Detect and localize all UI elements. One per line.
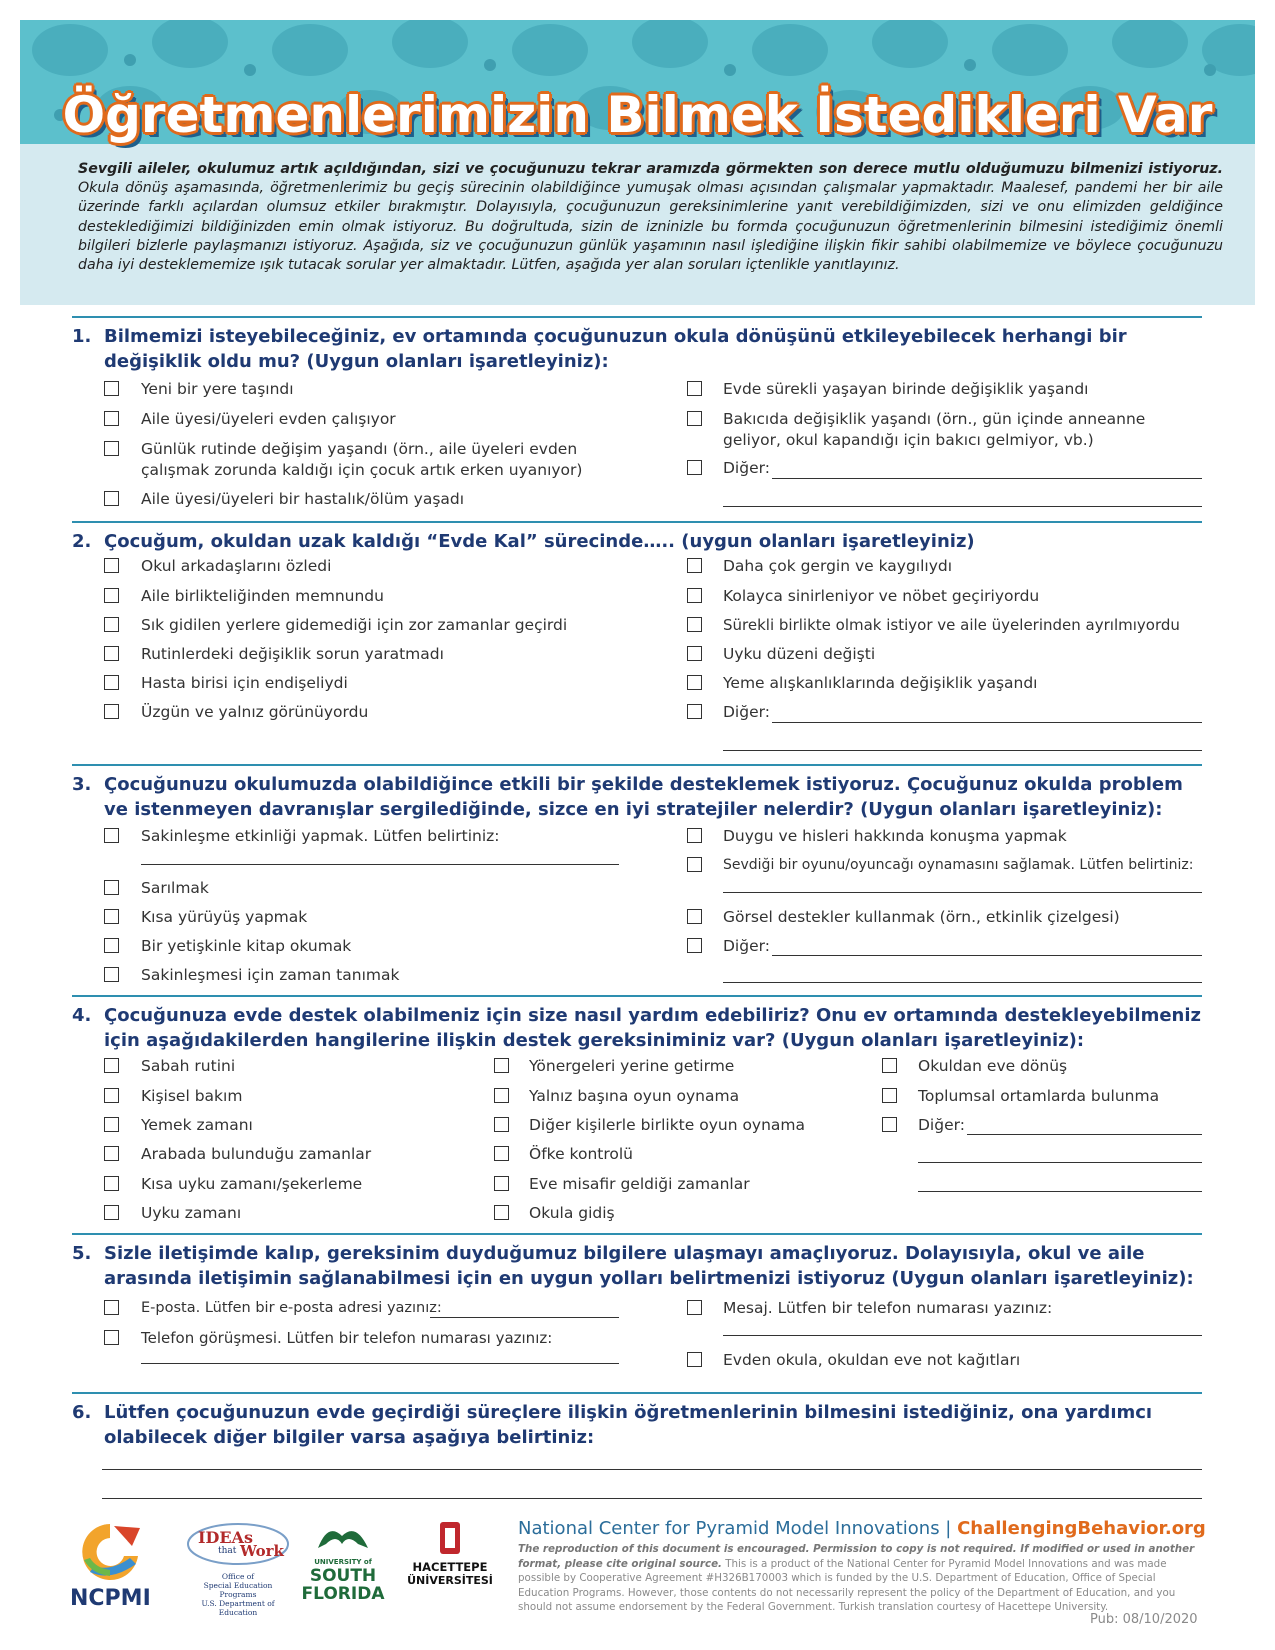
option-label: E-posta. Lütfen bir e-posta adresi yazınız:	[141, 1300, 442, 1316]
checkbox[interactable]	[104, 558, 119, 573]
intro-rest: Okula dönüş aşamasında, öğretmenlerimiz bu geçiş sürecinin olabildiğince yumuşak olması açısından çalışmalar yapmaktadır. Maalesef, pandemi her bir aile üzerinde farklı açılardan olumsuz etkiler bırakmıştır. Dolayısıyla, çocuğunuzun gereksinimlerine yanıt verebildiğimizden, sizi ve onu elimizden geldiğince desteklediğimizi bildiğinizden emin olmak istiyoruz. Bu doğrultuda, sizin de izninizle bu formda çocuğunuzun öğretmenlerinin bilmesini istediğimiz önemli bilgileri bizlerle paylaşmanızı istiyoruz. Aşağıda, siz ve çocuğunuzun günlük yaşamının nasıl işlediğine ilişkin fikir sahibi olabilmemize ve böylece çocuğunuzu daha iyi desteklememize ışık tutacak sorular yer almaktadır. Lütfen, aşağıda yer alan soruları içtenlikle yanıtlayınız.	[78, 180, 1223, 274]
publication-date: Pub: 08/10/2020	[1090, 1612, 1198, 1627]
option-label: Kısa yürüyüş yapmak	[141, 908, 308, 926]
option-label: Sevdiği bir oyunu/oyuncağı oynamasını sağlamak. Lütfen belirtiniz:	[723, 857, 1194, 873]
checkbox[interactable]	[104, 1300, 119, 1315]
checkbox[interactable]	[687, 558, 702, 573]
ncpmi-logo	[70, 1516, 152, 1616]
question-6	[72, 1392, 1202, 1504]
other-input-line[interactable]	[723, 750, 1202, 751]
option-label: Kolayca sinirleniyor ve nöbet geçiriyordu	[723, 587, 1040, 605]
hacettepe-univ: ÜNİVERSİTESİ	[407, 1574, 493, 1587]
checkbox[interactable]	[687, 381, 702, 396]
checkbox[interactable]	[104, 441, 119, 456]
checkbox[interactable]	[104, 704, 119, 719]
option-label: Daha çok gergin ve kaygılıydı	[723, 557, 953, 575]
checkbox[interactable]	[104, 1088, 119, 1103]
checkbox[interactable]	[687, 460, 702, 475]
option-label: Sürekli birlikte olmak istiyor ve aile üyelerinden ayrılmıyordu	[723, 616, 1180, 634]
option-label-cont: geliyor, okul kapandığı için bakıcı gelmiyor, vb.)	[723, 431, 1094, 449]
ideas-subtitle: Office of Special Education Programs U.S. Department of Education	[201, 1572, 275, 1617]
option-label: Aile üyesi/üyeleri bir hastalık/ölüm yaşadı	[141, 490, 465, 508]
option-label: Sakinleşme etkinliği yapmak. Lütfen belirtiniz:	[141, 827, 500, 845]
intro-paragraph	[78, 160, 1223, 275]
usf-bull-icon	[298, 1518, 388, 1558]
checkbox[interactable]	[104, 1117, 119, 1132]
option-label: Diğer:	[723, 937, 770, 955]
checkbox[interactable]	[104, 880, 119, 895]
footer-organization: National Center for Pyramid Model Innovations | ChallengingBehavior.org	[518, 1518, 1206, 1539]
specify-input-line[interactable]	[141, 864, 619, 865]
option-label: Hasta birisi için endişeliydi	[141, 674, 348, 692]
option-label: Günlük rutinde değişim yaşandı (örn., aile üyeleri evden	[141, 440, 578, 458]
option-label: Telefon görüşmesi. Lütfen bir telefon numarası yazınız:	[141, 1329, 553, 1347]
option-label: Sık gidilen yerlere gidemediği için zor zamanlar geçirdi	[141, 616, 568, 634]
checkbox[interactable]	[687, 909, 702, 924]
checkbox[interactable]	[104, 938, 119, 953]
checkbox[interactable]	[104, 1205, 119, 1220]
option-label: Yönergeleri yerine getirme	[529, 1057, 735, 1075]
checkbox[interactable]	[687, 675, 702, 690]
footer-fine-print: The reproduction of this document is encouraged. Permission to copy is not required. If modified or used in another format, please cite original source. This is a product of the National Center for Pyramid Model Innovations and was made possible by Cooperative Agreement #H326B170003 which is funded by the U.S. Department of Education, Office of Special Education Programs. However, those contents do not necessarily represent the policy of the Department of Education, and you should not assume endorsement by the Federal Government. Turkish translation courtesy of Hacettepe University.	[518, 1543, 1195, 1614]
email-input-line[interactable]	[430, 1317, 619, 1318]
usf-florida-text: FLORIDA	[301, 1584, 385, 1604]
checkbox[interactable]	[687, 1352, 702, 1367]
checkbox[interactable]	[104, 909, 119, 924]
option-label: Rutinlerdeki değişiklik sorun yaratmadı	[141, 645, 444, 663]
option-label: Evden okula, okuldan eve not kağıtları	[723, 1351, 1021, 1369]
ncpmi-emblem-icon	[70, 1516, 152, 1586]
checkbox[interactable]	[104, 411, 119, 426]
option-label: Görsel destekler kullanmak (örn., etkinlik çizelgesi)	[723, 908, 1120, 926]
question-3	[72, 764, 1202, 996]
option-label: Yemek zamanı	[141, 1116, 253, 1134]
checkbox[interactable]	[882, 1117, 897, 1132]
ideas-that-work-logo	[184, 1520, 292, 1620]
option-label: Uyku zamanı	[141, 1204, 242, 1222]
checkbox[interactable]	[494, 1088, 509, 1103]
option-label: Eve misafir geldiği zamanlar	[529, 1175, 750, 1193]
option-label: Toplumsal ortamlarda bulunma	[918, 1087, 1160, 1105]
option-label: Yeni bir yere taşındı	[141, 380, 294, 398]
option-label: Diğer kişilerle birlikte oyun oynama	[529, 1116, 806, 1134]
checkbox[interactable]	[104, 1330, 119, 1345]
checkbox[interactable]	[104, 617, 119, 632]
question-6-title: 6. Lütfen çocuğunuzun evde geçirdiği süreçlere ilişkin öğretmenlerinin bilmesini istediğiniz, ona yardımcı olabilecek diğer bilgiler varsa aşağıya belirtiniz:	[72, 1402, 1153, 1448]
option-label: Yalnız başına oyun oynama	[529, 1087, 740, 1105]
option-label: Duygu ve hisleri hakkında konuşma yapmak	[723, 827, 1067, 845]
option-label: Aile üyesi/üyeleri evden çalışıyor	[141, 410, 396, 428]
intro-bold: Sevgili aileler, okulumuz artık açıldığından, sizi ve çocuğunuzu tekrar aramızda görmekten son derece mutlu olduğumuzu bilmenizi istiyoruz.	[78, 161, 1223, 177]
option-label: Mesaj. Lütfen bir telefon numarası yazınız:	[723, 1299, 1053, 1317]
checkbox[interactable]	[687, 411, 702, 426]
usf-south-text: SOUTH	[309, 1566, 377, 1586]
option-label: Bakıcıda değişiklik yaşandı (örn., gün içinde anneanne	[723, 410, 1146, 428]
hacettepe-logo	[404, 1518, 496, 1618]
other-input-line[interactable]	[967, 1134, 1202, 1135]
ncpmi-logo-text: NCPMI	[70, 1586, 151, 1611]
ideas-text: IDEAs	[198, 1528, 253, 1547]
option-label: Arabada bulunduğu zamanlar	[141, 1145, 372, 1163]
option-label: Öfke kontrolü	[529, 1145, 633, 1163]
ideas-that-text: that	[218, 1546, 237, 1556]
checkbox[interactable]	[687, 1300, 702, 1315]
phone-input-line[interactable]	[141, 1363, 619, 1364]
option-label: Sarılmak	[141, 879, 209, 897]
answer-input-line[interactable]	[102, 1498, 1202, 1499]
option-label: Üzgün ve yalnız görünüyordu	[141, 703, 369, 721]
answer-input-line[interactable]	[102, 1469, 1202, 1470]
checkbox[interactable]	[494, 1117, 509, 1132]
usf-logo	[298, 1518, 388, 1618]
option-label-cont: çalışmak zorunda kaldığı için çocuk artık erken uyanıyor)	[141, 461, 583, 479]
option-label: Sakinleşmesi için zaman tanımak	[141, 966, 400, 984]
checkbox[interactable]	[104, 967, 119, 982]
question-4-title: 4. Çocuğunuza evde destek olabilmeniz için size nasıl yardım edebiliriz? Onu ev ortamında destekleyebilmeniz için aşağıdakilerden hangilerine ilişkin destek gereksiniminiz var? (Uygun olanları işaretleyiniz):	[72, 1005, 1201, 1051]
checkbox[interactable]	[494, 1176, 509, 1191]
other-input-line[interactable]	[772, 478, 1202, 479]
checkbox[interactable]	[104, 646, 119, 661]
sms-input-line[interactable]	[723, 1335, 1202, 1336]
checkbox[interactable]	[882, 1088, 897, 1103]
other-input-line[interactable]	[772, 955, 1202, 956]
option-label: Uyku düzeni değişti	[723, 645, 876, 663]
option-label: Sabah rutini	[141, 1057, 236, 1075]
specify-input-line[interactable]	[723, 892, 1202, 893]
header-banner	[20, 20, 1255, 305]
question-3-title: 3. Çocuğunuzu okulumuzda olabildiğince etkili bir şekilde desteklemek istiyoruz. Çocuğunuz okulda problem ve istenmeyen davranışlar sergilediğinde, sizce en iyi stratejiler nelerdir? (Uygun olanları işaretleyiniz):	[72, 774, 1183, 820]
usf-univ-text: UNIVERSITY of	[314, 1558, 372, 1566]
checkbox[interactable]	[687, 828, 702, 843]
checkbox[interactable]	[494, 1205, 509, 1220]
checkbox[interactable]	[687, 617, 702, 632]
option-label: Bir yetişkinle kitap okumak	[141, 937, 352, 955]
checkbox[interactable]	[687, 857, 702, 872]
option-label: Diğer:	[723, 703, 770, 721]
checkbox[interactable]	[494, 1146, 509, 1161]
checkbox[interactable]	[104, 675, 119, 690]
option-label: Kişisel bakım	[141, 1087, 243, 1105]
option-label: Aile birlikteliğinden memnundu	[141, 587, 384, 605]
checkbox[interactable]	[104, 1146, 119, 1161]
checkbox[interactable]	[882, 1058, 897, 1073]
ideas-work-text: Work	[240, 1542, 284, 1560]
other-input-line[interactable]	[723, 982, 1202, 983]
checkbox[interactable]	[687, 646, 702, 661]
hacettepe-name: HACETTEPE	[412, 1560, 488, 1574]
option-label: Diğer:	[918, 1116, 965, 1134]
other-input-line[interactable]	[918, 1191, 1202, 1192]
option-label: Okul arkadaşlarını özledi	[141, 557, 332, 575]
checkbox[interactable]	[687, 704, 702, 719]
option-label: Evde sürekli yaşayan birinde değişiklik yaşandı	[723, 380, 1089, 398]
option-label: Kısa uyku zamanı/şekerleme	[141, 1175, 363, 1193]
other-input-line[interactable]	[723, 506, 1202, 507]
option-label: Yeme alışkanlıklarında değişiklik yaşandı	[723, 674, 1038, 692]
checkbox[interactable]	[104, 491, 119, 506]
checkbox[interactable]	[494, 1058, 509, 1073]
checkbox[interactable]	[687, 938, 702, 953]
checkbox[interactable]	[104, 381, 119, 396]
footer-site-link[interactable]: ChallengingBehavior.org	[957, 1518, 1206, 1539]
option-label: Okuldan eve dönüş	[918, 1057, 1068, 1075]
other-input-line[interactable]	[918, 1162, 1202, 1163]
hacettepe-emblem-icon	[404, 1518, 496, 1558]
other-input-line[interactable]	[772, 722, 1202, 723]
page-title: Öğretmenlerimizin Bilmek İstedikleri Var	[62, 86, 1213, 144]
option-label: Okula gidiş	[529, 1204, 615, 1222]
question-1-title: 1. Bilmemizi isteyebileceğiniz, ev ortamında çocuğunuzun okula dönüşünü etkileyebilecek herhangi bir değişiklik oldu mu? (Uygun olanları işaretleyiniz):	[72, 326, 1127, 372]
option-label: Diğer:	[723, 459, 770, 477]
question-2-title: 2. Çocuğum, okuldan uzak kaldığı “Evde Kal” sürecinde….. (uygun olanları işaretleyiniz)	[72, 531, 975, 552]
question-5-title: 5. Sizle iletişimde kalıp, gereksinim duyduğumuz bilgilere ulaşmayı amaçlıyoruz. Dolayısıyla, okul ve aile arasında iletişimin sağlanabilmesi için en uygun yolları belirtmenizi istiyoruz (Uygun olanları işaretleyiniz):	[72, 1243, 1194, 1289]
checkbox[interactable]	[104, 1058, 119, 1073]
checkbox[interactable]	[104, 828, 119, 843]
checkbox[interactable]	[104, 1176, 119, 1191]
checkbox[interactable]	[104, 588, 119, 603]
checkbox[interactable]	[687, 588, 702, 603]
